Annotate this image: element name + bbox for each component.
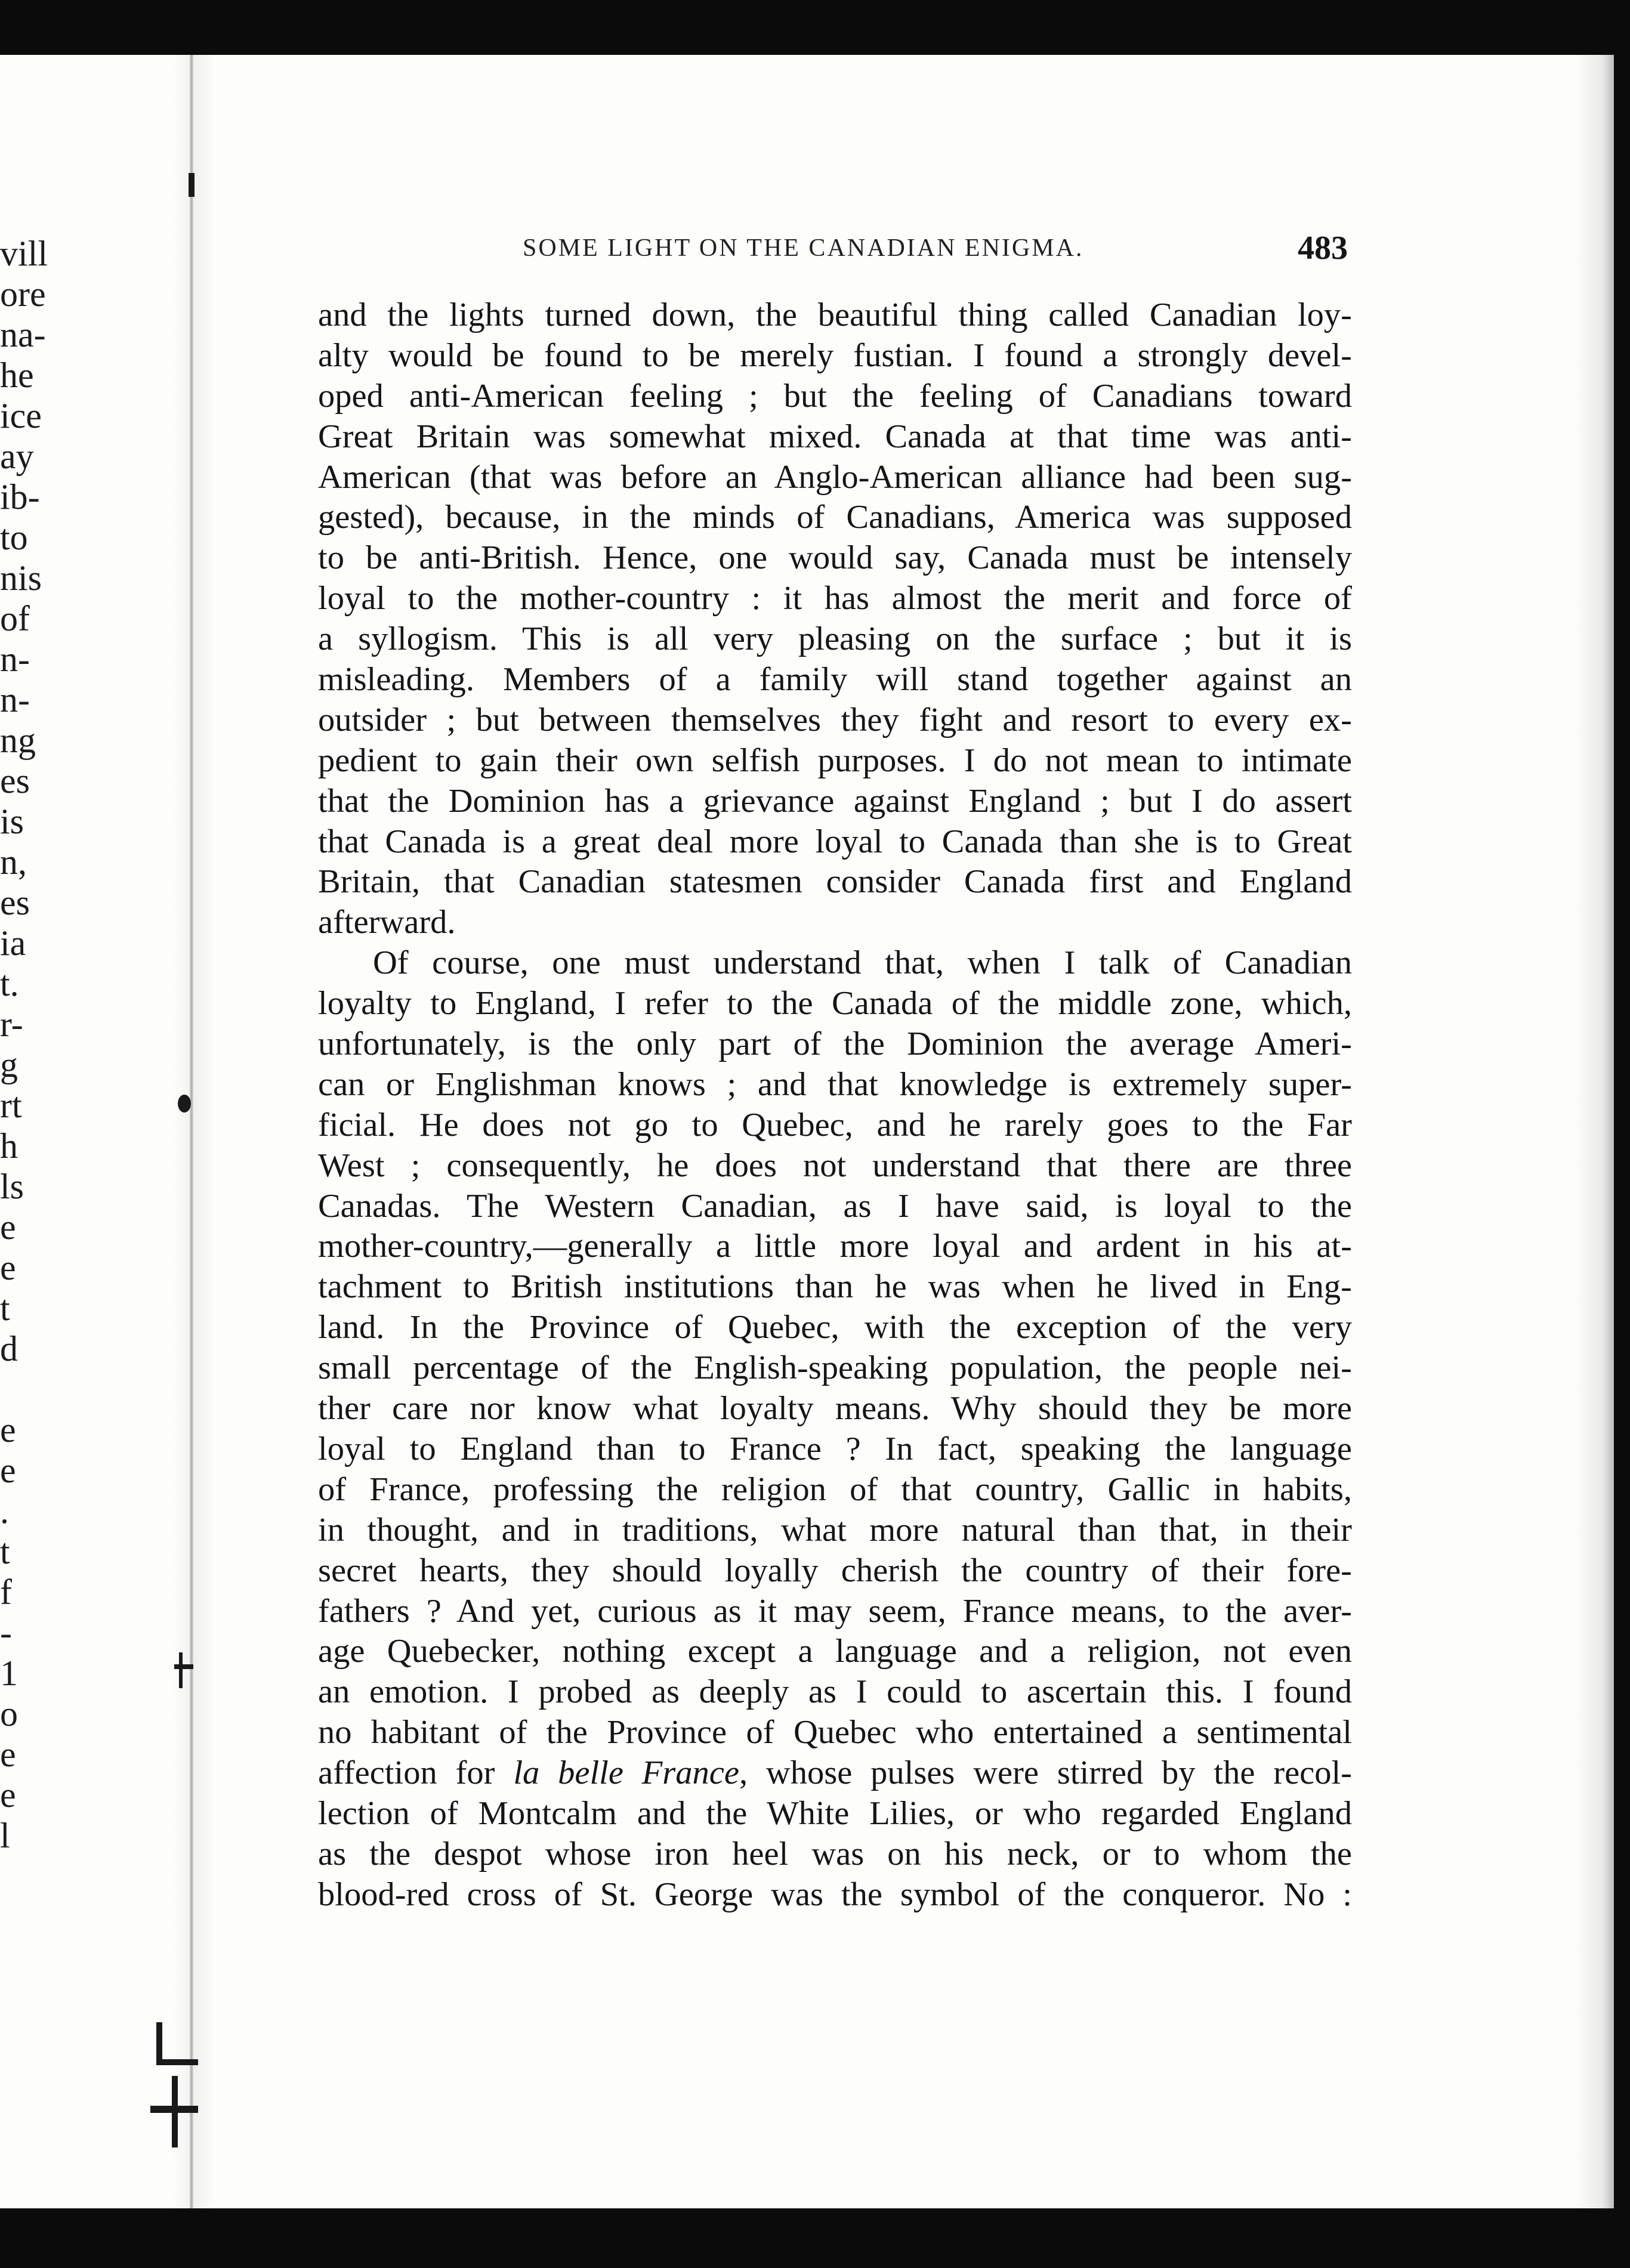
text-run: , whose pulses were stirred by the recol- <box>739 1754 1352 1792</box>
text-line: a syllogism. This is all very pleasing on the surface ; but it is <box>318 620 1352 658</box>
margin-fragment: e <box>0 1410 16 1450</box>
text-line: gested), because, in the minds of Canadians, America was supposed <box>318 499 1352 536</box>
text-line: ther care nor know what loyalty means. Why should they be more <box>318 1390 1352 1427</box>
text-line: and the lights turned down, the beautiful thing called Canadian loy- <box>318 296 1352 333</box>
margin-fragment: to <box>0 518 28 557</box>
text-line: lection of Montcalm and the White Lilies, or who regarded England <box>318 1794 1352 1832</box>
margin-fragment: f <box>0 1572 12 1612</box>
margin-fragment: ls <box>0 1167 24 1206</box>
text-line: of France, professing the religion of that country, Gallic in habits, <box>318 1470 1352 1508</box>
italic-phrase: la belle France <box>513 1754 739 1792</box>
text-line: fathers ? And yet, curious as it may seem, France means, to the aver- <box>318 1592 1352 1630</box>
text-line: Canadas. The Western Canadian, as I have said, is loyal to the <box>318 1187 1352 1225</box>
text-line: pedient to gain their own selfish purposes. I do not mean to intimate <box>318 741 1352 779</box>
text-line <box>318 1753 1352 1794</box>
text-line: an emotion. I probed as deeply as I could to ascertain this. I found <box>318 1673 1352 1711</box>
text-line: alty would be found to be merely fustian. I found a strongly devel- <box>318 336 1352 374</box>
margin-fragment: t <box>0 1532 10 1571</box>
text-line: Great Britain was somewhat mixed. Canada at that time was anti- <box>318 418 1352 455</box>
page-number: 483 <box>1298 230 1348 267</box>
text-line: that the Dominion has a grievance against England ; but I do assert <box>318 782 1352 820</box>
scan-border-top <box>0 0 1630 55</box>
margin-fragment: d <box>0 1329 18 1368</box>
text-line: West ; consequently, he does not understand that there are three <box>318 1147 1352 1184</box>
text-line: loyalty to England, I refer to the Canada of the middle zone, which, <box>318 985 1352 1022</box>
text-line: outsider ; but between themselves they fight and resort to every ex- <box>318 701 1352 739</box>
text-line: tachment to British institutions than he was when he lived in Eng- <box>318 1268 1352 1306</box>
margin-fragment: e <box>0 1735 16 1774</box>
margin-fragment: he <box>0 356 34 395</box>
margin-fragment: n, <box>0 842 27 882</box>
previous-page-fragments <box>0 55 173 2208</box>
margin-fragment: g <box>0 1045 18 1084</box>
binding-gutter-line <box>190 55 193 2208</box>
binding-thread-mark <box>156 2022 162 2064</box>
text-line: no habitant of the Province of Quebec who entertained a sentimental <box>318 1714 1352 1751</box>
margin-fragment: ice <box>0 396 42 435</box>
scan-border-right <box>1614 0 1630 2268</box>
margin-fragment: nis <box>0 558 42 598</box>
margin-fragment: is <box>0 802 24 841</box>
margin-fragment: ia <box>0 923 26 963</box>
margin-fragment: es <box>0 883 30 922</box>
binding-thread-mark <box>150 2106 198 2113</box>
margin-fragment: 1 <box>0 1654 18 1693</box>
text-line: Britain, that Canadian statesmen consider Canada first and England <box>318 863 1352 901</box>
margin-fragment: vill <box>0 234 48 273</box>
margin-fragment: es <box>0 761 30 801</box>
margin-fragment: n- <box>0 639 30 679</box>
margin-fragment: rt <box>0 1086 22 1125</box>
margin-fragment: . <box>0 1491 9 1531</box>
text-line: misleading. Members of a family will stand together against an <box>318 661 1352 699</box>
text-line: age Quebecker, nothing except a language and a religion, not even <box>318 1633 1352 1670</box>
page-edge-shadow <box>1575 55 1614 2208</box>
running-header-title: SOME LIGHT ON THE CANADIAN ENIGMA. <box>523 234 1084 262</box>
text-line: to be anti-British. Hence, one would say, Canada must be intensely <box>318 539 1352 577</box>
margin-fragment: of <box>0 599 30 638</box>
text-line: afterward. <box>318 904 456 941</box>
margin-fragment: na- <box>0 315 46 354</box>
text-line: can or Englishman knows ; and that knowledge is extremely super- <box>318 1065 1352 1103</box>
text-line: loyal to the mother-country : it has almost the merit and force of <box>318 580 1352 617</box>
margin-fragment: e <box>0 1775 16 1815</box>
text-line: small percentage of the English-speaking population, the people nei- <box>318 1349 1352 1387</box>
margin-fragment: n- <box>0 680 30 719</box>
margin-fragment: ib- <box>0 477 40 517</box>
binding-thread-mark <box>189 173 195 197</box>
gutter-shadow <box>173 55 215 2208</box>
text-line: blood-red cross of St. George was the symbol of the conqueror. No : <box>318 1875 1352 1913</box>
margin-fragment: t. <box>0 964 19 1003</box>
binding-thread-mark <box>156 2059 198 2065</box>
text-line: as the despot whose iron heel was on his neck, or to whom the <box>318 1835 1352 1873</box>
margin-fragment: t <box>0 1289 10 1328</box>
text-run: affection for <box>318 1754 514 1792</box>
text-line: secret hearts, they should loyally cherish the country of their fore- <box>318 1552 1352 1589</box>
text-line: Of course, one must understand that, when I talk of Canadian <box>373 944 1352 982</box>
margin-fragment: h <box>0 1126 18 1166</box>
text-line: mother-country,—generally a little more loyal and ardent in his at- <box>318 1228 1352 1265</box>
margin-fragment: e <box>0 1451 16 1490</box>
body-text <box>318 295 1352 1915</box>
text-line: oped anti-American feeling ; but the feeling of Canadians toward <box>318 377 1352 415</box>
scan-border-bottom <box>0 2208 1630 2268</box>
text-line: in thought, and in traditions, what more natural than that, in their <box>318 1511 1352 1549</box>
margin-fragment: e <box>0 1248 16 1287</box>
text-line: ficial. He does not go to Quebec, and he rarely goes to the Far <box>318 1106 1352 1144</box>
margin-fragment: r- <box>0 1005 23 1044</box>
binding-thread-mark <box>179 1652 183 1688</box>
margin-fragment: l <box>0 1816 10 1855</box>
text-line: unfortunately, is the only part of the Dominion the average Ameri- <box>318 1025 1352 1063</box>
binding-thread-mark <box>174 1664 193 1669</box>
margin-fragment: ore <box>0 274 46 314</box>
margin-fragment: - <box>0 1613 12 1652</box>
margin-fragment: e <box>0 1207 16 1247</box>
text-line: American (that was before an Anglo-American alliance had been sug- <box>318 458 1352 496</box>
text-line: that Canada is a great deal more loyal to Canada than she is to Great <box>318 823 1352 860</box>
margin-fragment: ay <box>0 437 34 476</box>
margin-fragment: ng <box>0 721 36 760</box>
text-line: loyal to England than to France ? In fact, speaking the language <box>318 1430 1352 1467</box>
margin-fragment: o <box>0 1694 18 1734</box>
text-line: land. In the Province of Quebec, with the exception of the very <box>318 1309 1352 1346</box>
binding-thread-mark <box>178 1095 191 1113</box>
